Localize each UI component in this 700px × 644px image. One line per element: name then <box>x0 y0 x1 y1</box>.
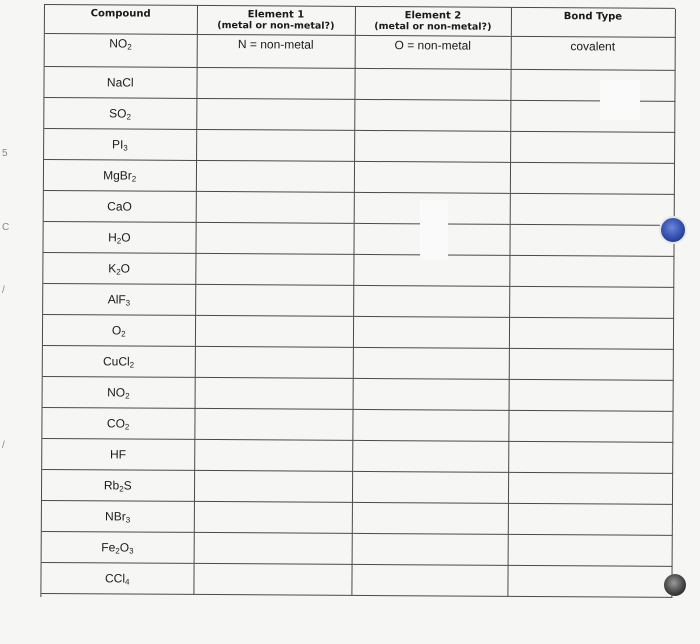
compound-formula <box>101 540 133 554</box>
compound-formula <box>108 230 131 244</box>
formula-symbol: CuCl <box>102 353 130 369</box>
element1-cell[interactable] <box>194 408 352 440</box>
bond-type-cell[interactable] <box>509 286 673 318</box>
element1-cell[interactable] <box>196 67 354 99</box>
bond-type-cell[interactable] <box>509 379 673 411</box>
formula-symbol: O <box>121 229 131 245</box>
formula-symbol: AlF <box>107 291 126 307</box>
formula-subscript: 3 <box>125 515 131 525</box>
formula-subscript: 4 <box>124 577 130 587</box>
compound-cell <box>43 315 195 347</box>
compound-cell <box>42 531 194 563</box>
formula-symbol: Rb <box>103 477 120 492</box>
element1-cell[interactable] <box>195 284 353 316</box>
header-element1-title: Element 1 <box>247 9 305 21</box>
compound-cell <box>42 500 194 532</box>
bond-type-cell[interactable] <box>509 224 673 256</box>
bond-type-cell[interactable] <box>510 162 674 194</box>
table-row <box>42 407 672 442</box>
compound-cell <box>41 562 193 594</box>
element2-cell[interactable] <box>352 533 508 565</box>
element1-cell[interactable] <box>194 470 352 502</box>
element2-cell[interactable] <box>354 99 510 131</box>
bond-type-cell[interactable] <box>509 317 673 349</box>
compound-cell <box>44 67 196 99</box>
element2-cell[interactable] <box>352 440 508 472</box>
table-body <box>41 34 674 598</box>
formula-subscript: 2 <box>127 42 132 52</box>
formula-subscript: 3 <box>129 546 134 556</box>
header-bond-type <box>511 8 675 38</box>
element1-cell[interactable] <box>194 439 352 471</box>
formula-subscript: 3 <box>125 298 131 308</box>
formula-symbol: PI <box>111 136 124 151</box>
element1-cell[interactable] <box>195 377 353 409</box>
element2-cell[interactable] <box>353 347 509 379</box>
compound-cell <box>42 438 194 470</box>
formula-symbol: O <box>119 539 130 555</box>
formula-subscript: 2 <box>116 266 121 276</box>
formula-symbol: NaCl <box>106 75 134 90</box>
element2-cell[interactable] <box>353 285 509 317</box>
bond-type-cell[interactable] <box>511 36 675 70</box>
table-row <box>43 284 673 319</box>
compound-formula <box>108 261 130 275</box>
bond-type-cell-value: covalent <box>570 39 616 54</box>
compound-cell <box>42 407 194 439</box>
formula-subscript: 2 <box>131 174 137 184</box>
formula-symbol: MgBr <box>103 167 132 183</box>
compound-cell <box>43 253 195 285</box>
margin-mark: / <box>2 285 5 296</box>
header-compound <box>45 5 197 34</box>
table-row <box>42 469 672 504</box>
compound-cell <box>44 191 196 223</box>
compound-formula <box>105 509 130 523</box>
table-row <box>42 438 672 473</box>
element1-cell[interactable] <box>196 160 354 192</box>
bond-type-cell[interactable] <box>509 255 673 287</box>
formula-symbol: K <box>108 260 117 275</box>
header-element2-title: Element 2 <box>404 10 462 22</box>
formula-symbol: Fe <box>101 539 116 554</box>
formula-symbol: NBr <box>105 508 126 524</box>
table-row <box>44 129 674 164</box>
element1-cell[interactable] <box>194 532 352 564</box>
compound-cell <box>45 34 197 68</box>
bond-type-cell[interactable] <box>508 472 672 504</box>
element1-cell[interactable] <box>193 563 351 595</box>
table-row <box>43 222 673 257</box>
compound-formula <box>109 106 131 120</box>
bond-type-cell[interactable] <box>510 100 674 132</box>
element1-cell[interactable] <box>196 98 354 130</box>
bond-type-cell[interactable] <box>508 503 672 535</box>
table-row <box>43 376 673 411</box>
formula-symbol: CO <box>106 415 126 431</box>
element2-cell[interactable] <box>354 130 510 162</box>
formula-subscript: 2 <box>121 328 126 339</box>
table-row <box>44 191 674 226</box>
table-row <box>43 253 673 288</box>
element2-cell[interactable] <box>351 564 507 596</box>
compound-formula <box>108 292 131 306</box>
table-row <box>42 531 672 566</box>
bond-type-cell[interactable] <box>508 441 672 473</box>
formula-subscript: 2 <box>115 545 120 555</box>
header-element2-subtitle: (metal or non-metal?) <box>374 21 492 33</box>
header-bond-type-label: Bond Type <box>563 11 623 23</box>
dark-magnet-icon <box>664 574 686 596</box>
formula-subscript: 3 <box>123 142 128 153</box>
element1-cell[interactable] <box>195 315 353 347</box>
element1-cell[interactable] <box>195 346 353 378</box>
element1-cell[interactable] <box>196 129 354 161</box>
compound-formula <box>107 385 130 399</box>
paper-smudge <box>600 80 640 120</box>
compound-formula <box>112 323 126 337</box>
margin-mark: C <box>2 222 10 233</box>
formula-subscript: 2 <box>124 422 130 432</box>
compound-cell <box>42 469 194 501</box>
compound-cell <box>44 160 196 192</box>
header-element1-subtitle: (metal or non-metal?) <box>217 20 335 32</box>
compound-cell <box>43 222 195 254</box>
element2-cell[interactable] <box>355 35 511 69</box>
formula-symbol: O <box>111 322 122 337</box>
header-element2 <box>355 7 511 36</box>
paper-smudge <box>420 200 448 260</box>
element1-cell[interactable] <box>196 191 354 223</box>
compound-cell <box>43 376 195 408</box>
formula-symbol: H <box>108 229 117 244</box>
formula-symbol: O <box>120 260 131 276</box>
element1-cell[interactable] <box>195 222 353 254</box>
formula-symbol: NO <box>107 384 126 400</box>
compound-cell <box>43 284 195 316</box>
compound-formula <box>105 571 130 585</box>
formula-symbol: HF <box>109 447 127 462</box>
formula-subscript: 2 <box>126 112 131 122</box>
element2-cell[interactable] <box>352 502 508 534</box>
worksheet-sheet <box>40 4 675 601</box>
formula-symbol: S <box>123 477 132 493</box>
element2-cell-value: O = non-metal <box>394 38 471 53</box>
element2-cell[interactable] <box>354 68 510 100</box>
element2-cell[interactable] <box>352 471 508 503</box>
bond-type-cell[interactable] <box>508 410 672 442</box>
bond-type-cell[interactable] <box>510 69 674 101</box>
compound-formula <box>104 478 132 492</box>
blue-magnet-icon <box>659 216 687 244</box>
table-row <box>43 345 673 380</box>
formula-symbol: NO <box>109 36 128 51</box>
compound-formula <box>109 36 132 50</box>
compound-formula <box>103 168 136 182</box>
element2-cell[interactable] <box>353 378 509 410</box>
formula-symbol: CCl <box>104 570 126 586</box>
element1-cell-value: N = non-metal <box>237 37 314 52</box>
element1-cell[interactable] <box>195 253 353 285</box>
header-element1 <box>197 6 355 35</box>
compound-formula <box>103 354 134 368</box>
margin-mark: 5 <box>2 148 8 159</box>
compound-formula <box>107 75 134 89</box>
table-row <box>44 67 674 102</box>
compound-cell <box>44 98 196 130</box>
header-row <box>45 5 675 37</box>
bond-type-cell[interactable] <box>510 131 674 163</box>
formula-subscript: 2 <box>116 235 122 245</box>
bond-type-cell[interactable] <box>508 534 672 566</box>
element1-cell[interactable] <box>194 501 352 533</box>
bond-type-cell[interactable] <box>509 348 673 380</box>
bond-type-cell[interactable] <box>507 565 671 597</box>
table-row <box>42 500 672 535</box>
table-row <box>44 98 674 133</box>
compound-formula <box>107 416 130 430</box>
bond-type-table <box>41 5 675 598</box>
table-row <box>41 562 671 597</box>
table-row <box>43 315 673 350</box>
compound-formula <box>107 199 132 213</box>
margin-mark: / <box>2 440 5 451</box>
element2-cell[interactable] <box>354 161 510 193</box>
element1-cell[interactable] <box>197 34 355 68</box>
compound-formula <box>110 447 126 461</box>
bond-type-cell[interactable] <box>510 193 674 225</box>
formula-subscript: 2 <box>125 391 130 401</box>
header-compound-label: Compound <box>90 8 151 20</box>
table-row <box>45 34 675 71</box>
element2-cell[interactable] <box>353 316 509 348</box>
table-row <box>44 160 674 195</box>
formula-subscript: 2 <box>119 483 124 493</box>
formula-symbol: CaO <box>107 199 132 214</box>
compound-formula <box>112 137 128 151</box>
compound-cell <box>43 345 195 377</box>
compound-cell <box>44 129 196 161</box>
formula-symbol: SO <box>109 105 127 121</box>
formula-subscript: 2 <box>129 360 135 370</box>
element2-cell[interactable] <box>352 409 508 441</box>
